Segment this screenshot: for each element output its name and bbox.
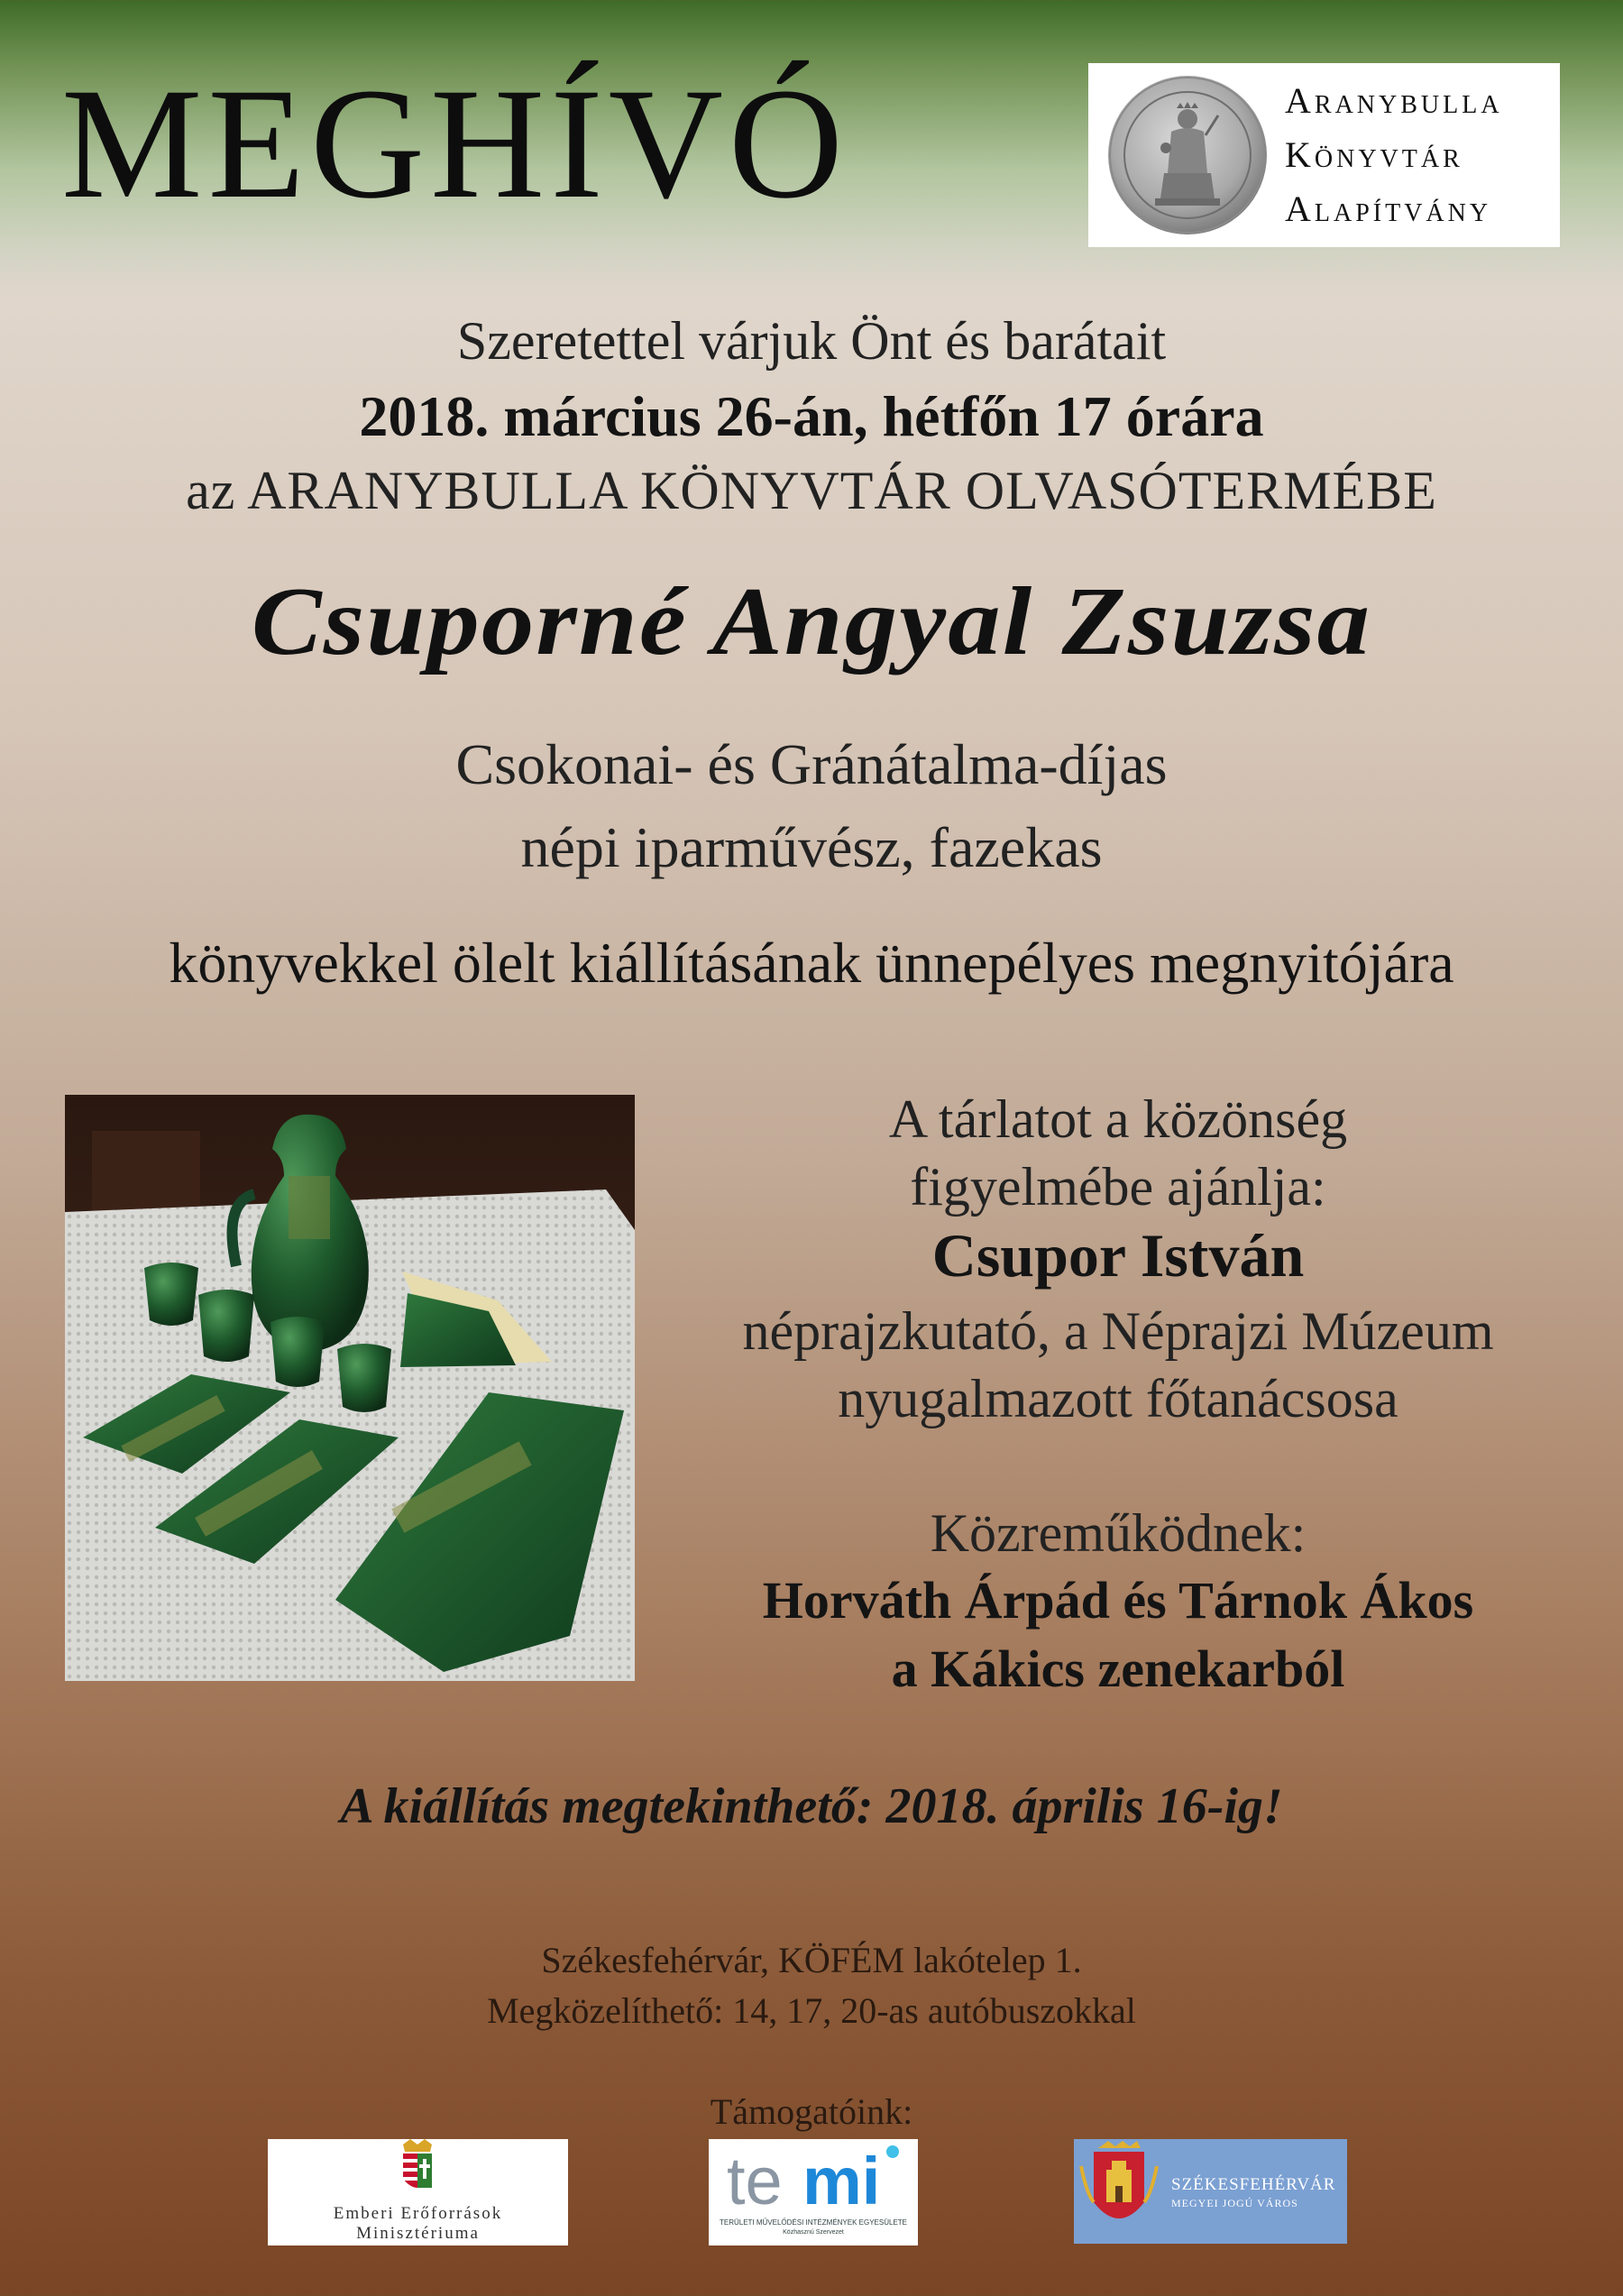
page-title: MEGHÍVÓ xyxy=(61,56,849,232)
event-venue: az ARANYBULLA KÖNYVTÁR OLVASÓTERMÉBE xyxy=(186,461,1437,520)
emmi-line-2: Minisztériuma xyxy=(356,2224,480,2243)
artist-award: Csokonai- és Gránátalma-díjas xyxy=(455,732,1168,796)
logo-line-3: Alapítvány xyxy=(1285,188,1492,229)
exhibition-until: A kiállítás megtekinthető: 2018. április 16-ig! xyxy=(340,1778,1283,1834)
artist-name: Csuporné Angyal Zsuzsa xyxy=(251,568,1372,675)
szfv-line-2: MEGYEI JOGÚ VÁROS xyxy=(1171,2197,1298,2209)
recommendation-line-2: figyelmébe ajánlja: xyxy=(910,1157,1326,1217)
city-crest-icon xyxy=(1074,2139,1164,2244)
temi-wordmark-mi: mi xyxy=(802,2144,881,2218)
foundation-logo xyxy=(1088,63,1560,247)
szfv-line-1: SZÉKESFEHÉRVÁR xyxy=(1171,2175,1336,2194)
coat-of-arms-icon xyxy=(268,2139,568,2202)
supporters-label: Támogatóink: xyxy=(710,2091,913,2132)
contributors-names: Horváth Árpád és Tárnok Ákos xyxy=(762,1571,1474,1630)
recommendation-line-1: A tárlatot a közönség xyxy=(888,1089,1348,1149)
recommender-name: Csupor István xyxy=(931,1221,1305,1290)
address-line-2: Megközelíthető: 14, 17, 20-as autóbuszokkal xyxy=(487,1990,1136,2031)
logo-line-2: Könyvtár xyxy=(1285,134,1463,175)
emmi-line-1: Emberi Erőforrások xyxy=(333,2204,503,2223)
temi-line-1: TERÜLETI MŰVELŐDÉSI INTÉZMÉNYEK EGYESÜLETE xyxy=(719,2218,908,2227)
logo-line-1: Aranybulla xyxy=(1285,80,1503,121)
contributors-label: Közreműködnek: xyxy=(930,1503,1307,1563)
temi-line-2: Közhasznú Szervezet xyxy=(783,2229,844,2236)
contributors-band: a Kákics zenekarból xyxy=(891,1639,1345,1698)
artist-occupation: népi iparművész, fazekas xyxy=(520,815,1103,879)
seal-icon xyxy=(1105,72,1270,238)
address-line-1: Székesfehérvár, KÖFÉM lakótelep 1. xyxy=(541,1940,1082,1980)
temi-wordmark xyxy=(709,2139,918,2218)
pottery-photo xyxy=(65,1095,635,1681)
event-description: könyvekkel ölelt kiállításának ünnepélyes megnyitójára xyxy=(169,931,1454,995)
recommender-role-1: néprajzkutató, a Néprajzi Múzeum xyxy=(742,1301,1494,1361)
temi-logo xyxy=(709,2139,918,2245)
emmi-logo xyxy=(268,2139,568,2245)
event-date: 2018. március 26-án, hétfőn 17 órára xyxy=(359,384,1264,448)
recommender-role-2: nyugalmazott főtanácsosa xyxy=(838,1369,1398,1428)
invitation-intro: Szeretettel várjuk Önt és barátait xyxy=(456,311,1167,371)
temi-wordmark-te: te xyxy=(727,2144,783,2218)
szekesfehervar-logo xyxy=(1074,2139,1347,2244)
